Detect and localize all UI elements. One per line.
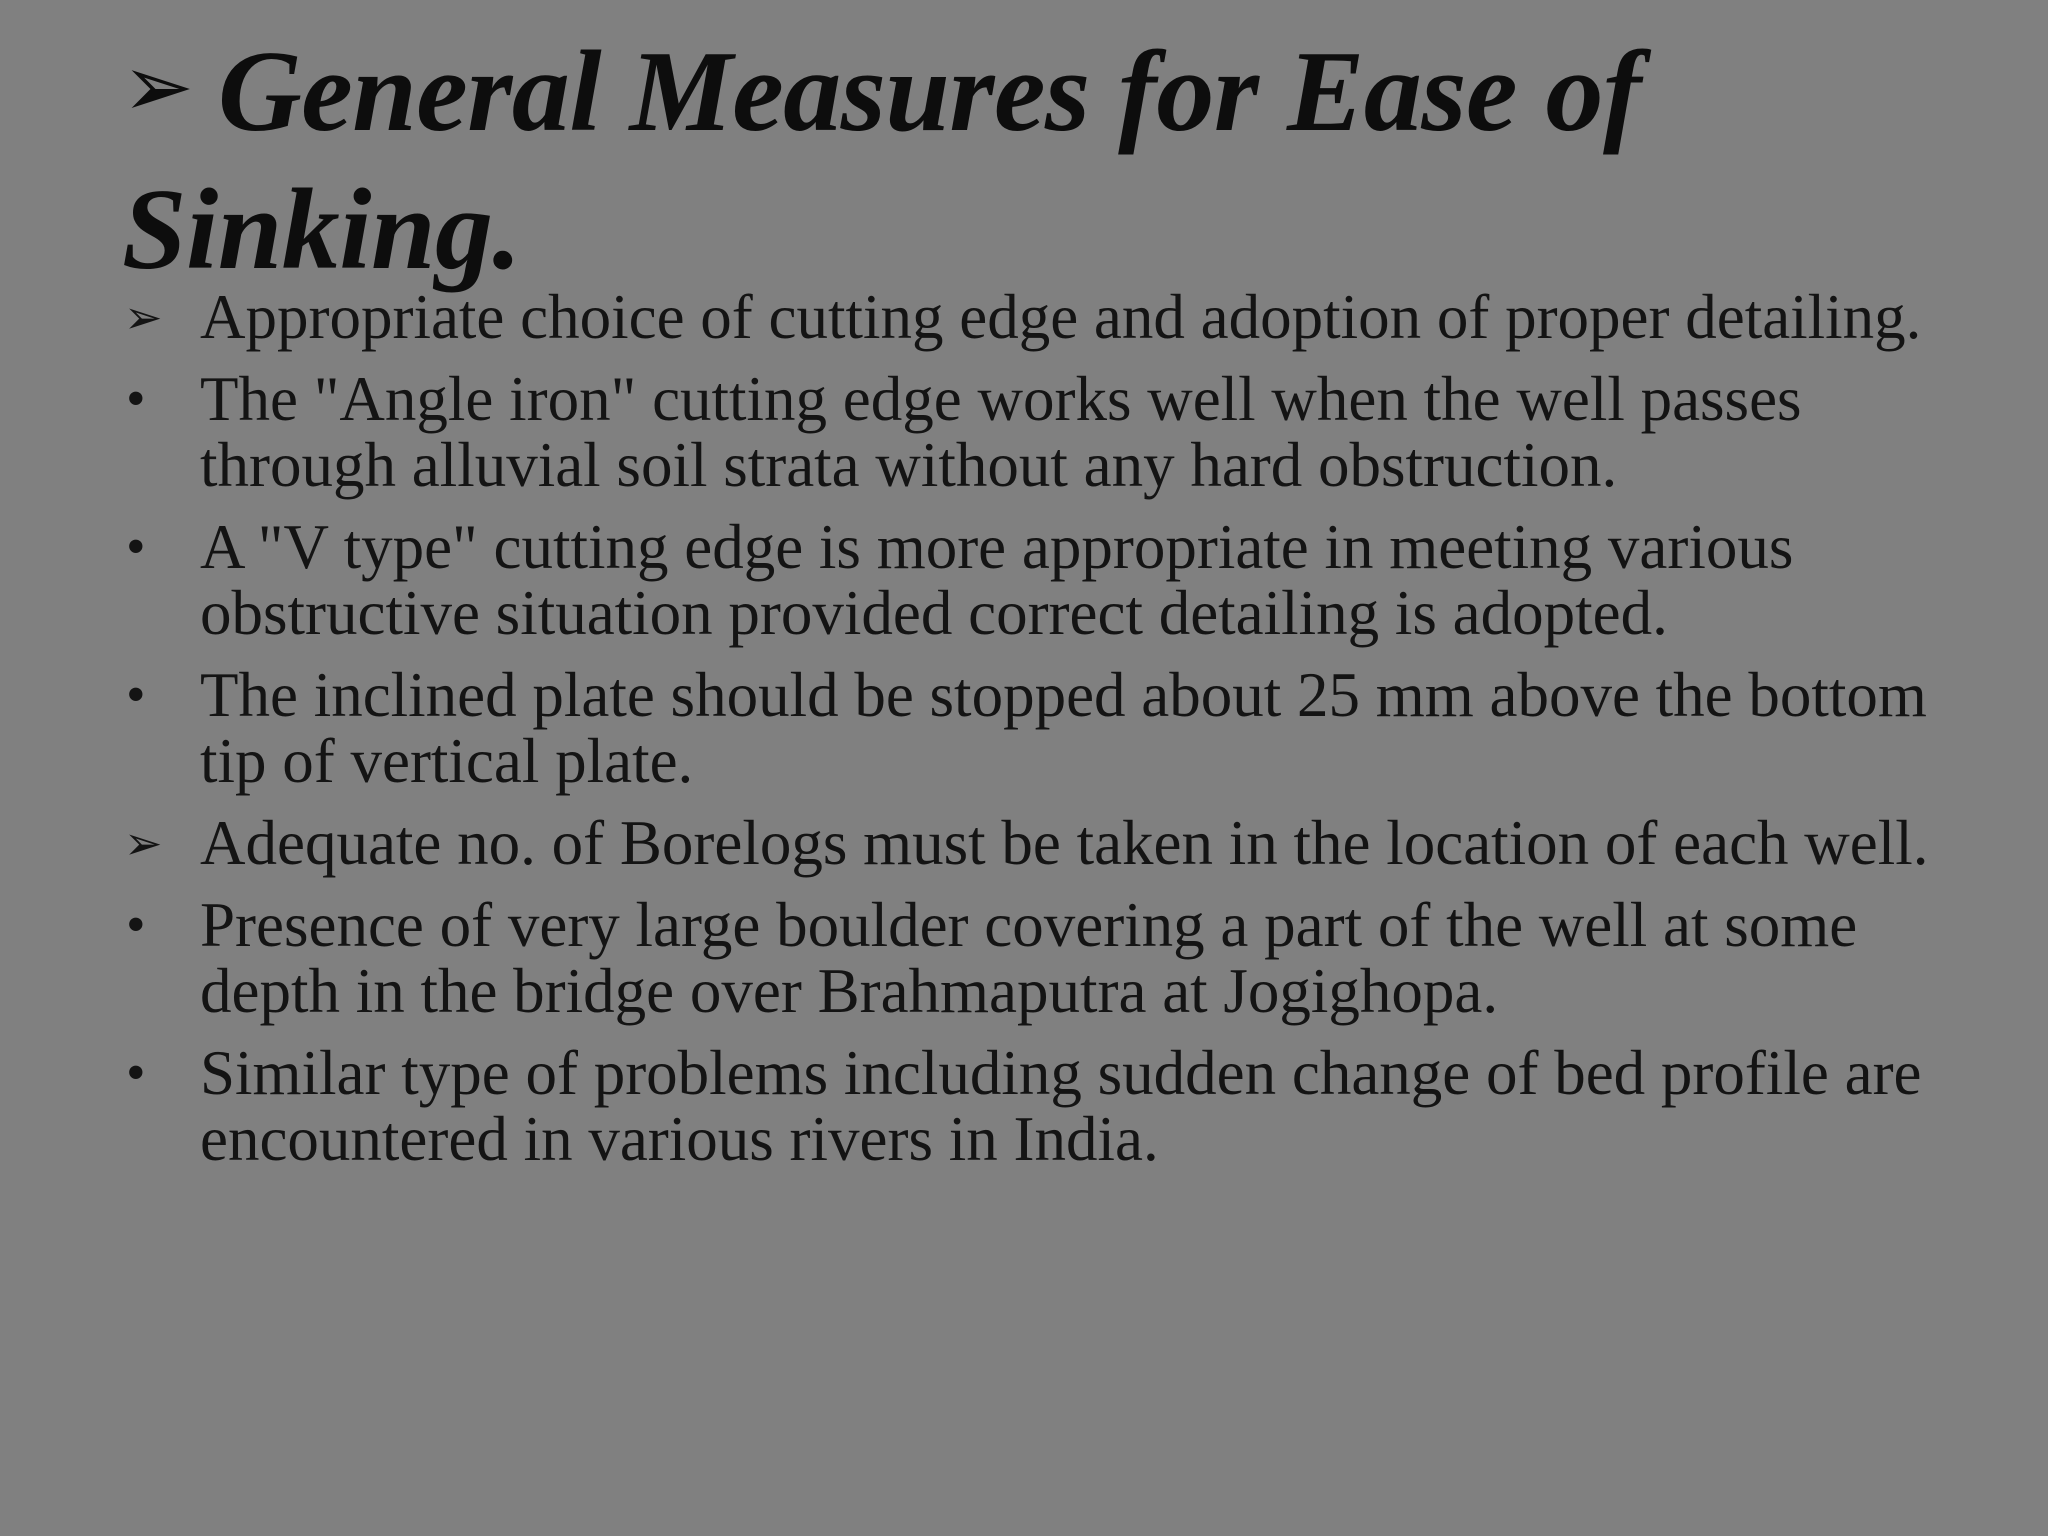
list-item-text: Adequate no. of Borelogs must be taken in the location of each well. (200, 808, 1929, 878)
arrow-bullet-icon: ➢ (122, 37, 194, 137)
dot-bullet-icon: • (126, 368, 146, 430)
slide-title-text: General Measures for Ease of Sinking. (122, 28, 1642, 294)
list-item-text: Similar type of problems including sudden change of bed profile are encountered in various rivers in India. (200, 1038, 1922, 1174)
list-item-text: The inclined plate should be stopped about 25 mm above the bottom tip of vertical plate. (200, 660, 1927, 796)
list-item-text: The "Angle iron" cutting edge works well when the well passes through alluvial soil strata without any hard obstruction. (200, 364, 1802, 500)
list-item-text: A "V type" cutting edge is more appropriate in meeting various obstructive situation provided correct detailing is adopted. (200, 512, 1794, 648)
list-item (122, 514, 1952, 646)
list-item-text: Presence of very large boulder covering a part of the well at some depth in the bridge over Brahmaputra at Jogighopa. (200, 890, 1858, 1026)
list-item (122, 662, 1952, 794)
list-item (122, 810, 1952, 876)
bullet-list (122, 284, 1952, 1188)
list-item (122, 1040, 1952, 1172)
arrow-bullet-icon: ➢ (124, 290, 163, 344)
dot-bullet-icon: • (126, 516, 146, 578)
slide-title (122, 18, 1922, 299)
dot-bullet-icon: • (126, 664, 146, 726)
list-item (122, 892, 1952, 1024)
list-item (122, 366, 1952, 498)
list-item-text: Appropriate choice of cutting edge and adoption of proper detailing. (200, 282, 1922, 352)
dot-bullet-icon: • (126, 1042, 146, 1104)
arrow-bullet-icon: ➢ (124, 816, 163, 870)
dot-bullet-icon: • (126, 894, 146, 956)
list-item (122, 284, 1952, 350)
